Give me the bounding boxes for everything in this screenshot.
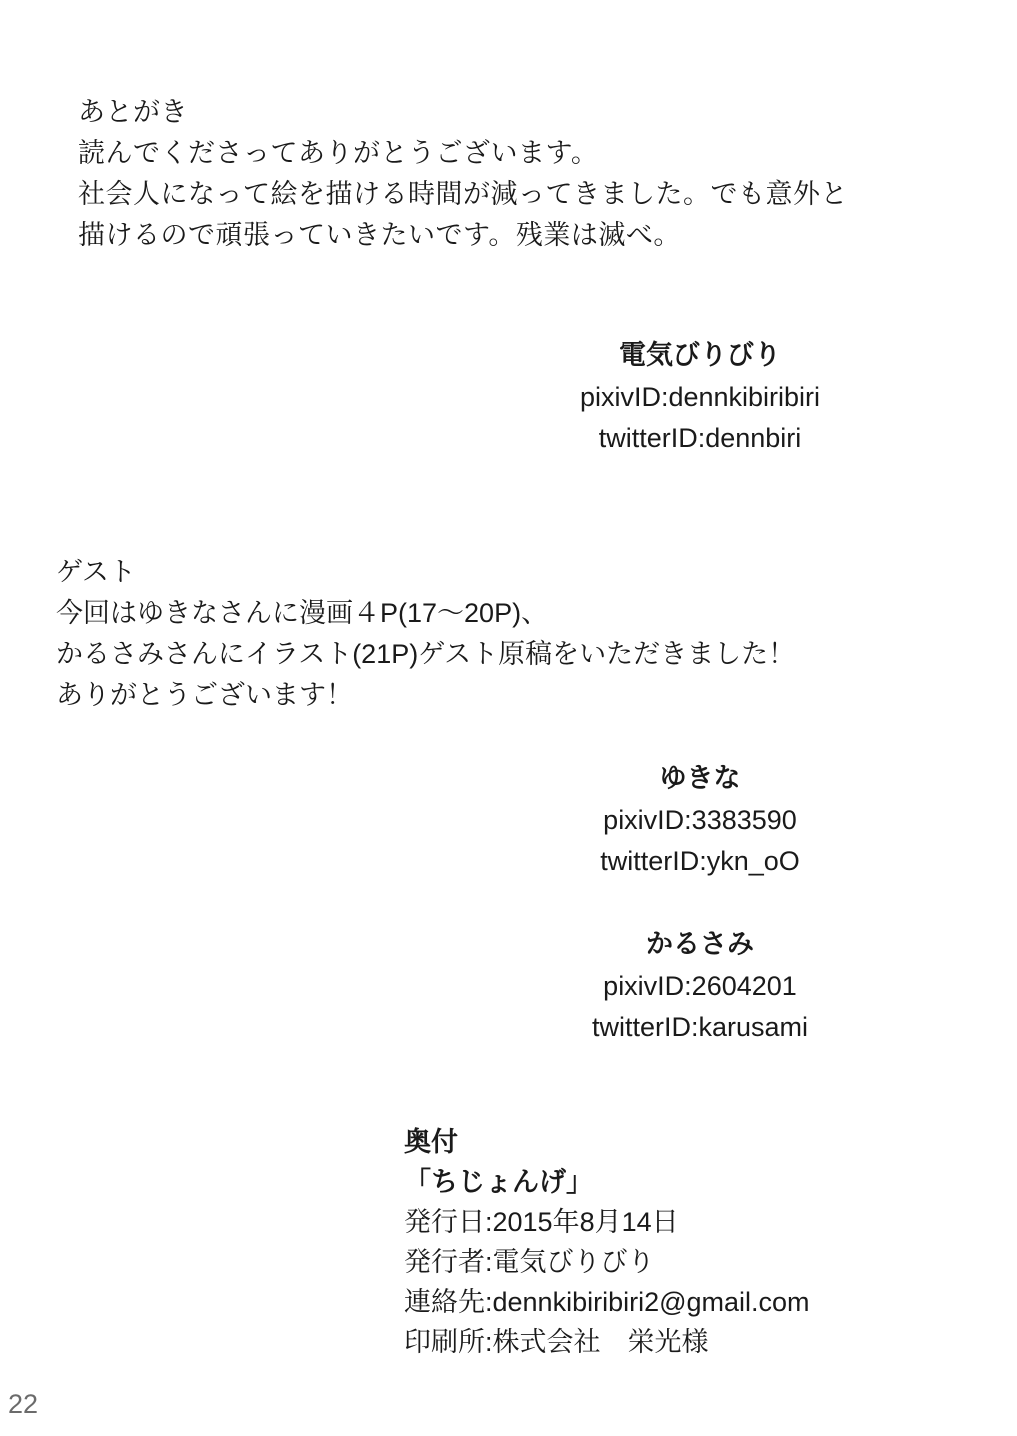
guest-twitter-id: twitterID:ykn_oO [600, 846, 800, 876]
afterword-line-1: 読んでくださってありがとうございます。 [78, 138, 599, 168]
guest-line-3: ありがとうございます！ [56, 680, 353, 710]
colophon-contact: 連絡先:dennkibiribiri2@gmail.com [404, 1287, 810, 1317]
guest-heading: ゲスト [56, 557, 136, 587]
colophon-heading: 奥付 [404, 1127, 458, 1157]
guest-pixiv-id: pixivID:3383590 [603, 805, 797, 835]
colophon-publish-date: 発行日:2015年8月14日 [404, 1207, 679, 1237]
guest-pixiv-id: pixivID:2604201 [603, 971, 797, 1001]
guest-line-1: 今回はゆきなさんに漫画４P(17〜20P)、 [56, 598, 549, 628]
author-twitter-id: twitterID:dennbiri [598, 423, 802, 453]
colophon-title: 「ちじょんげ」 [404, 1167, 593, 1197]
page-number: 22 [8, 1389, 39, 1419]
author-credit-block [470, 333, 930, 459]
afterword-section [78, 92, 958, 256]
colophon-publisher: 発行者:電気びりびり [404, 1247, 655, 1277]
colophon-section [404, 1122, 1004, 1362]
afterword-line-2: 社会人になって絵を描ける時間が減ってきました。でも意外と [78, 179, 848, 209]
guest-name: ゆきな [659, 763, 741, 793]
author-name: 電気びりびり [619, 340, 781, 370]
guest-line-2: かるさみさんにイラスト(21P)ゲスト原稿をいただきました！ [56, 639, 796, 669]
afterword-heading: あとがき [78, 97, 188, 127]
afterword-line-3: 描けるので頑張っていきたいです。残業は滅べ。 [78, 220, 681, 250]
guest-credit-block [470, 922, 930, 1048]
guest-name: かるさみ [646, 929, 754, 959]
guest-section [56, 552, 976, 716]
colophon-printer: 印刷所:株式会社 栄光様 [404, 1327, 709, 1357]
guest-credit-block [470, 756, 930, 882]
guest-twitter-id: twitterID:karusami [591, 1012, 809, 1042]
author-pixiv-id: pixivID:dennkibiribiri [579, 382, 821, 412]
